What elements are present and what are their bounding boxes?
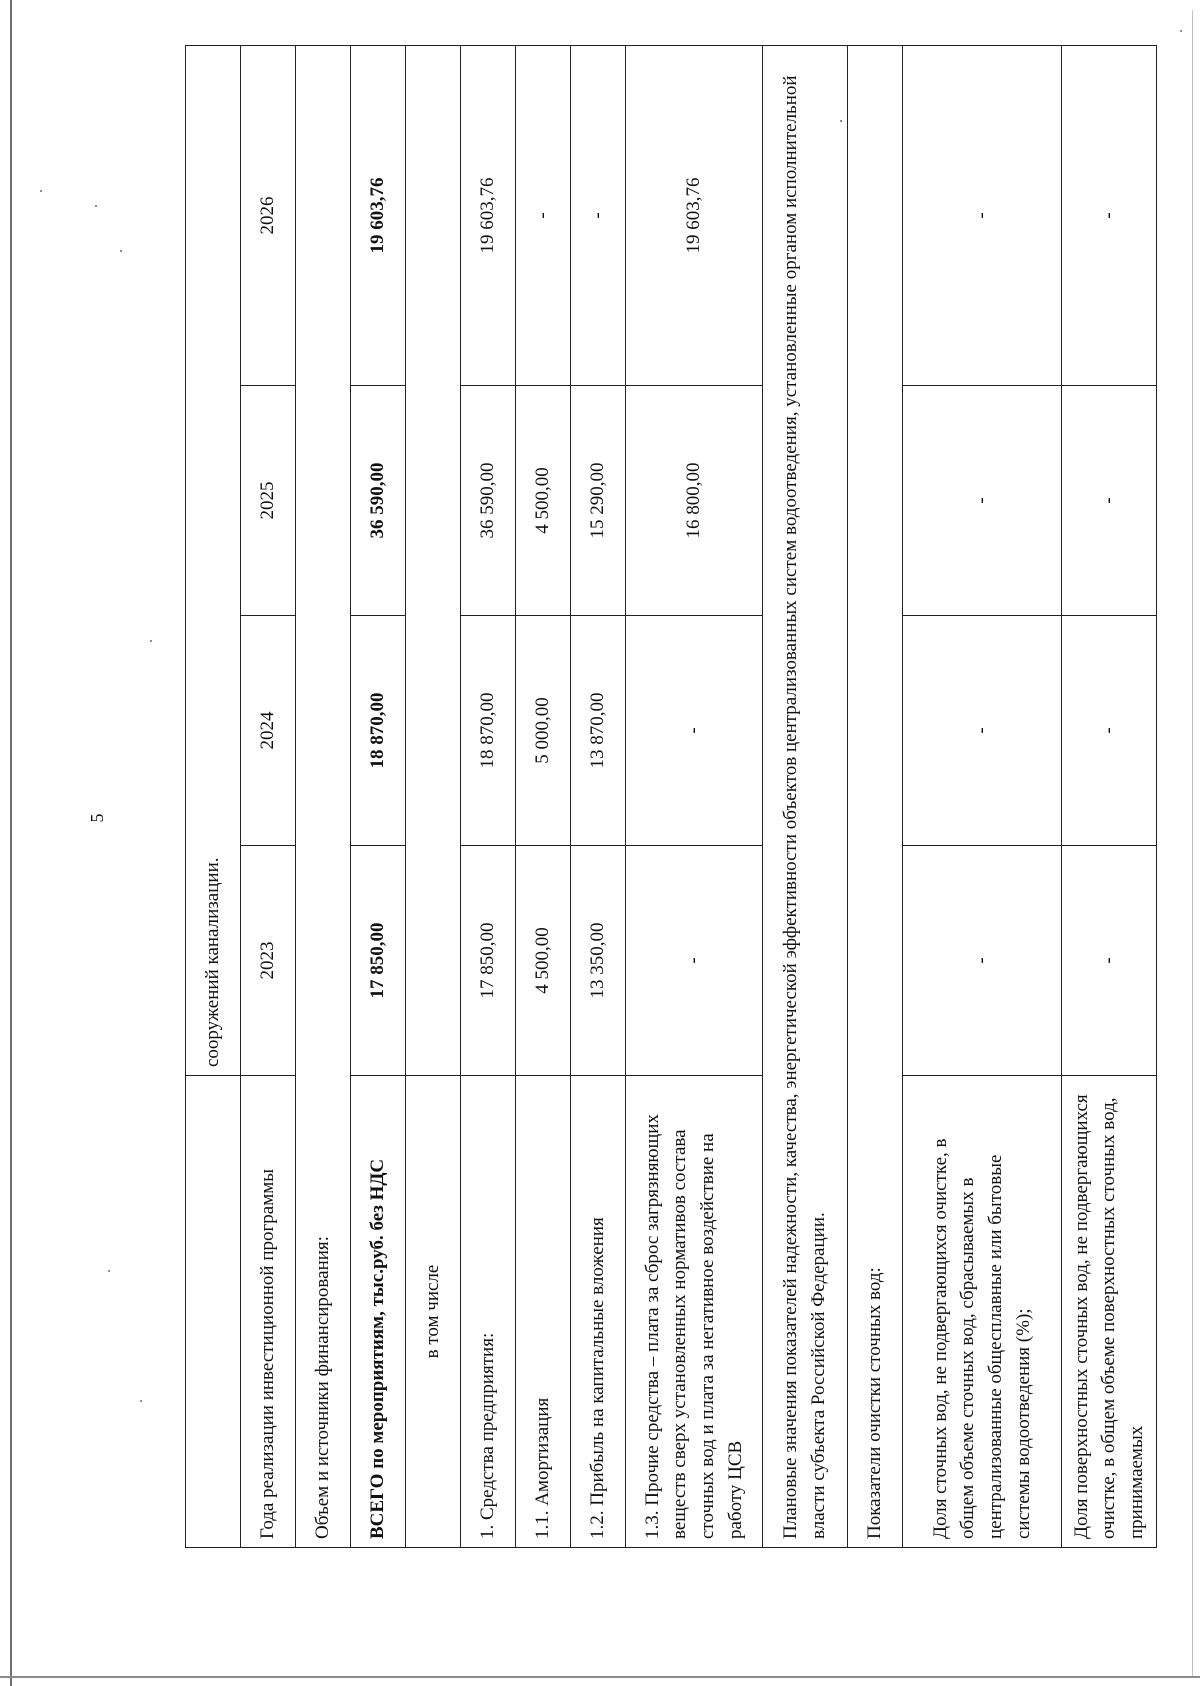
scan-speck <box>108 1270 110 1272</box>
including-blank-cell <box>406 45 461 1075</box>
years-row <box>241 45 296 1547</box>
row-label: 1. Средства предприятия: <box>461 1076 516 1548</box>
investment-program-table <box>185 45 1157 1548</box>
year-cell: 2026 <box>241 45 296 385</box>
including-row <box>406 45 461 1547</box>
year-cell: 2023 <box>241 846 296 1076</box>
treatment-header: Показатели очистки сточных вод: <box>848 45 903 1547</box>
rotated-document <box>185 46 1145 1548</box>
indicator-value: - <box>903 45 1062 385</box>
treatment-header-row <box>848 45 903 1547</box>
indicator-value: - <box>1062 846 1157 1076</box>
indicator-value: - <box>1062 45 1157 385</box>
row-label: 1.3. Прочие средства – плата за сброс загрязняющих веществ сверх установленных нормативов состава сточных вод и плата за негативное воздействие на работу ЦСВ <box>626 1076 763 1548</box>
financing-header-row <box>296 45 351 1547</box>
row-value: 15 290,00 <box>571 386 626 616</box>
row-value: 5 000,00 <box>516 616 571 846</box>
page-edge-right <box>1192 10 1193 1676</box>
page-number: 5 <box>87 813 107 823</box>
indicator-row <box>903 45 1062 1547</box>
row-value: - <box>516 45 571 385</box>
scan-speck <box>95 205 97 207</box>
total-value: 17 850,00 <box>351 846 406 1076</box>
year-cell: 2024 <box>241 616 296 846</box>
row-value: - <box>626 846 763 1076</box>
indicator-value: - <box>903 846 1062 1076</box>
indicator-value: - <box>903 616 1062 846</box>
page-edge-left <box>10 0 12 1686</box>
scan-speck <box>1180 30 1182 32</box>
row-label: 1.1. Амортизация <box>516 1076 571 1548</box>
total-label: ВСЕГО по мероприятиям, тыс.руб. без НДС <box>351 1076 406 1548</box>
indicator-label: Доля поверхностных сточных вод, не подвергающихся очистке, в общем объеме поверхностных сточных вод, принимаемых <box>1062 1076 1157 1548</box>
row-value: 4 500,00 <box>516 846 571 1076</box>
caption-row <box>186 45 241 1547</box>
table-row <box>626 45 763 1547</box>
scan-speck <box>120 250 122 252</box>
total-value: 19 603,76 <box>351 45 406 385</box>
scan-speck <box>40 190 42 192</box>
row-value: 17 850,00 <box>461 846 516 1076</box>
years-label: Года реализации инвестиционной программы <box>241 1076 296 1548</box>
indicator-label: Доля сточных вод, не подвергающихся очистке, в общем объеме сточных вод, сбрасываемых в централизованные общесплавные или бытовые системы водоотведения (%); <box>903 1076 1062 1548</box>
table-row <box>571 45 626 1547</box>
page-edge-bottom <box>0 1676 1200 1678</box>
indicator-value: - <box>1062 386 1157 616</box>
indicator-value: - <box>1062 616 1157 846</box>
row-value: 16 800,00 <box>626 386 763 616</box>
indicator-row <box>1062 45 1157 1547</box>
row-value: 4 500,00 <box>516 386 571 616</box>
row-value: 13 350,00 <box>571 846 626 1076</box>
including-label: в том числе <box>406 1076 461 1548</box>
scan-speck <box>140 1400 142 1402</box>
row-value: 19 603,76 <box>461 45 516 385</box>
row-value: 19 603,76 <box>626 45 763 385</box>
total-value: 36 590,00 <box>351 386 406 616</box>
total-row <box>351 45 406 1547</box>
row-label: 1.2. Прибыль на капитальные вложения <box>571 1076 626 1548</box>
row-value: - <box>571 45 626 385</box>
caption-blank-cell <box>186 1076 241 1548</box>
financing-header: Объем и источники финансирования: <box>296 45 351 1547</box>
indicator-value: - <box>903 386 1062 616</box>
scan-speck <box>150 640 152 642</box>
plan-header: Плановые значения показателей надежности, качества, энергетической эффективности объектов централизованных систем водоотведения, установленные органом исполнительной власти субъекта Российской Федерации. <box>763 45 848 1547</box>
plan-header-row <box>763 45 848 1547</box>
total-value: 18 870,00 <box>351 616 406 846</box>
table-row <box>516 45 571 1547</box>
table-row <box>461 45 516 1547</box>
row-value: 18 870,00 <box>461 616 516 846</box>
caption-tail: сооружений канализации. <box>186 45 241 1075</box>
row-value: 36 590,00 <box>461 386 516 616</box>
year-cell: 2025 <box>241 386 296 616</box>
row-value: 13 870,00 <box>571 616 626 846</box>
row-value: - <box>626 616 763 846</box>
